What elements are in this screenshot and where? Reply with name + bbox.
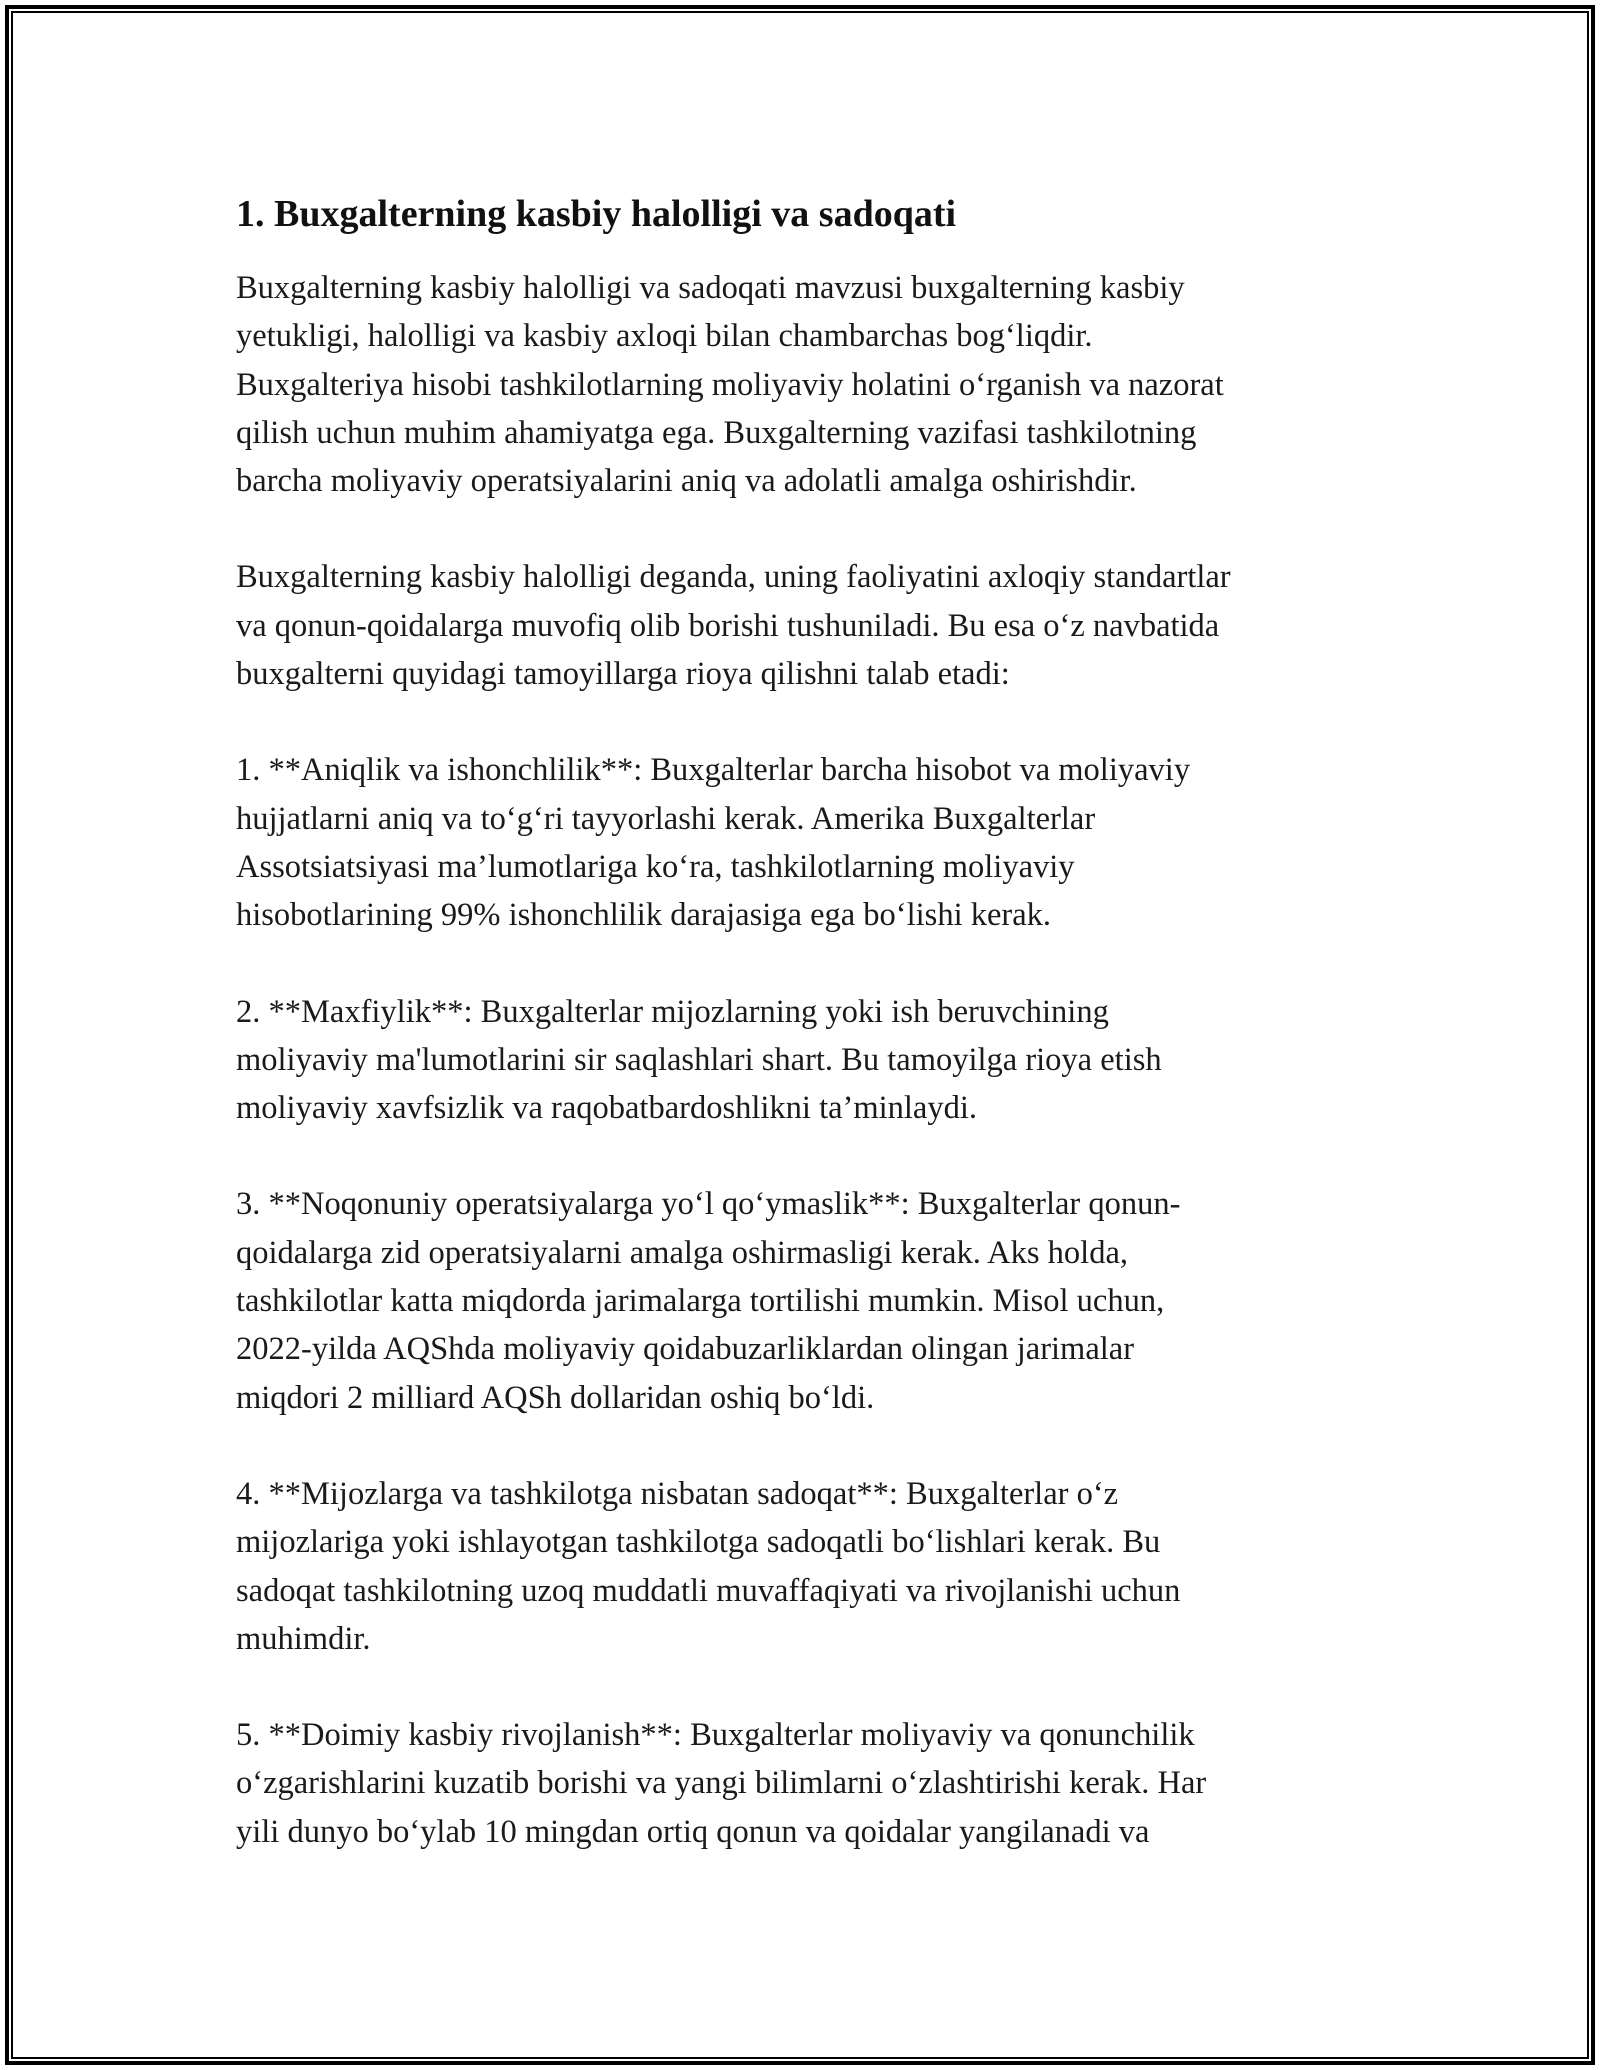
document-body (236, 188, 1366, 1904)
list-item-no-illegal-operations: 3. **Noqonuniy operatsiyalarga yo‘l qo‘ymaslik**: Buxgalterlar qonun- qoidalarga zid operatsiyalarni amalga oshirmasligi kerak. Aks holda, tashkilotlar katta miqdorda jarimalarga tortilishi mumkin. Misol uchun, 2022-yilda AQShda moliyaviy qoidabuzarliklardan olingan jarimalar miqdori 2 milliard AQSh dollaridan oshiq bo‘ldi. (236, 1186, 1181, 1416)
section-heading: 1. Buxgalterning kasbiy halolligi va sadoqati (236, 193, 957, 235)
list-item-loyalty: 4. **Mijozlarga va tashkilotga nisbatan sadoqat**: Buxgalterlar o‘z mijozlariga yoki ishlayotgan tashkilotga sadoqatli bo‘lishlari kerak. Bu sadoqat tashkilotning uzoq muddatli muvaffaqiyati va rivojlanishi uchun muhimdir. (236, 1475, 1181, 1657)
list-item-accuracy: 1. **Aniqlik va ishonchlilik**: Buxgalterlar barcha hisobot va moliyaviy hujjatlarni aniq va to‘g‘ri tayyorlashi kerak. Amerika Buxgalterlar Assotsiatsiyasi ma’lumotlariga ko‘ra, tashkilotlarning moliyaviy hisobotlarining 99% ishonchlilik darajasiga ega bo‘lishi kerak. (236, 752, 1191, 934)
paragraph-intro: Buxgalterning kasbiy halolligi va sadoqati mavzusi buxgalterning kasbiy yetukligi, halolligi va kasbiy axloqi bilan chambarchas bog‘liqdir. Buxgalteriya hisobi tashkilotlarning moliyaviy holatini o‘rganish va nazorat qilish uchun muhim ahamiyatga ega. Buxgalterning vazifasi tashkilotning barcha moliyaviy operatsiyalarini aniq va adolatli amalga oshirishdir. (236, 270, 1224, 500)
list-item-professional-development: 5. **Doimiy kasbiy rivojlanish**: Buxgalterlar moliyaviy va qonunchilik o‘zgarishlarini kuzatib borishi va yangi bilimlarni o‘zlashtirishi kerak. Har yili dunyo bo‘ylab 10 mingdan ortiq qonun va qoidalar yangilanadi va (236, 1717, 1207, 1850)
paragraph-principles-intro: Buxgalterning kasbiy halolligi deganda, uning faoliyatini axloqiy standartlar va qonun-qoidalarga muvofiq olib borishi tushuniladi. Bu esa o‘z navbatida buxgalterni quyidagi tamoyillarga rioya qilishni talab etadi: (236, 559, 1231, 693)
list-item-confidentiality: 2. **Maxfiylik**: Buxgalterlar mijozlarning yoki ish beruvchining moliyaviy ma'lumotlarini sir saqlashlari shart. Bu tamoyilga rioya etish moliyaviy xavfsizlik va raqobatbardoshlikni ta’minlaydi. (236, 993, 1162, 1127)
